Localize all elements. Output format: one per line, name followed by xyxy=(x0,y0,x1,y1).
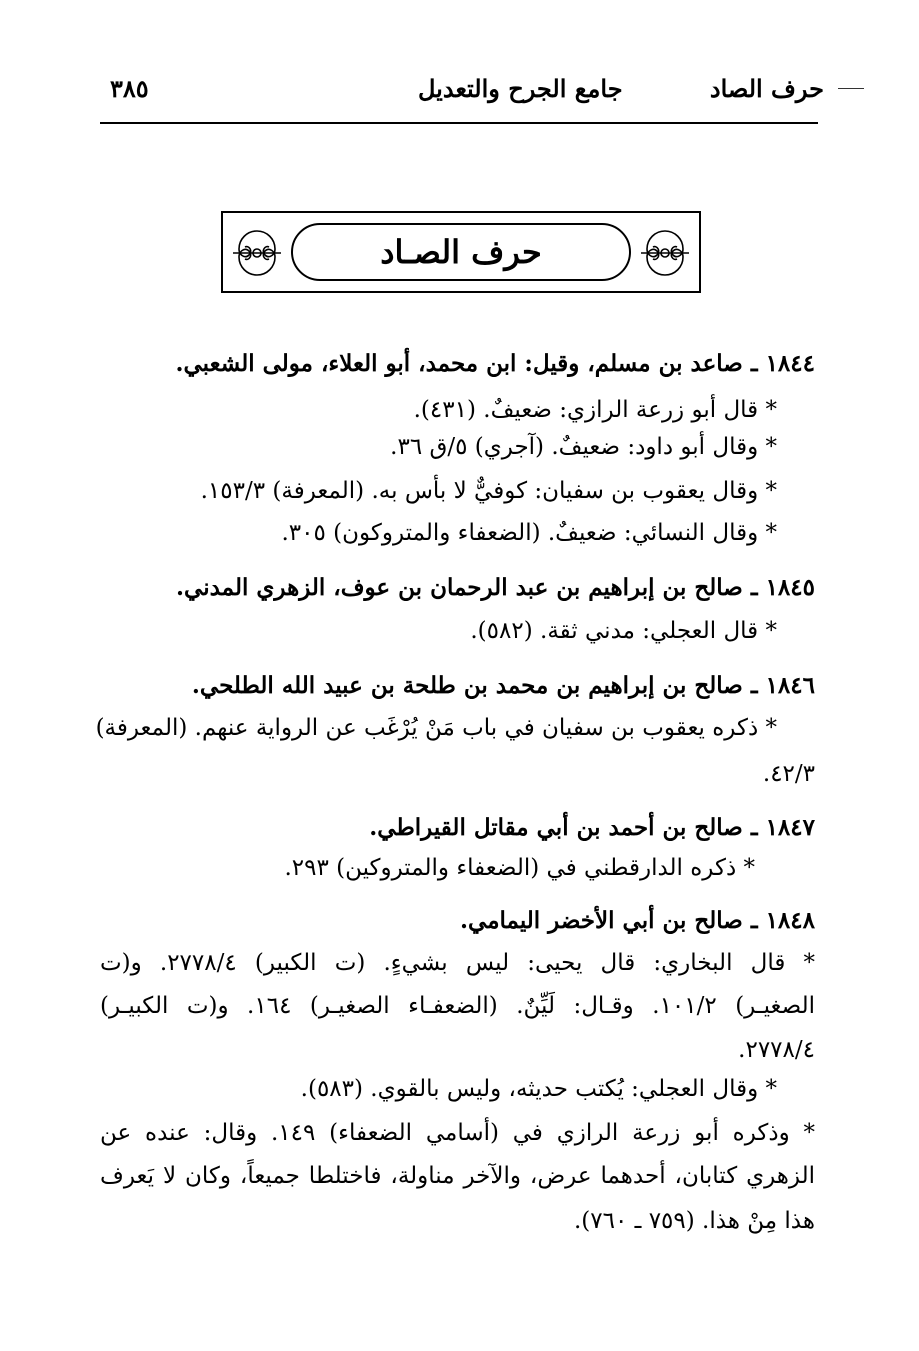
entry-heading-1847: ١٨٤٧ ـ صالح بن أحمد بن أبي مقاتل القيراطي. xyxy=(369,814,815,841)
running-header-book-title: جامع الجرح والتعديل xyxy=(418,74,623,103)
entry-line: الصغيـر) ١٠١/٢. وقـال: لَيِّنٌ. (الضعفـاء الصغيـر) ١٦٤. و(ت الكبيـر) xyxy=(100,993,815,1019)
entry-line: * وقال العجلي: يُكتب حديثه، وليس بالقوي. (٥٨٣). xyxy=(300,1076,777,1102)
entry-line: * قال العجلي: مدني ثقة. (٥٨٢). xyxy=(470,618,777,644)
entry-line: ٢٧٧٨/٤. xyxy=(738,1037,815,1063)
ornament-right-icon xyxy=(637,225,693,281)
ornament-left-icon xyxy=(229,225,285,281)
entry-line: * وقال أبو داود: ضعيفٌ. (آجري) ٥/ق ٣٦. xyxy=(390,434,777,460)
entry-line: هذا مِنْ هذا. (٧٥٩ ـ ٧٦٠). xyxy=(573,1208,815,1234)
entry-line: ٤٢/٣. xyxy=(762,761,815,787)
entry-line: الزهري كتابان، أحدهما عرض، والآخر مناولة، فاختلطا جميعاً، وكان لا يَعرف xyxy=(100,1163,815,1189)
entry-heading-1845: ١٨٤٥ ـ صالح بن إبراهيم بن عبد الرحمان بن عوف، الزهري المدني. xyxy=(176,574,815,601)
entry-line: * وقال يعقوب بن سفيان: كوفيٌّ لا بأس به. (المعرفة) ١٥٣/٣. xyxy=(200,478,777,504)
entry-line: * قال البخاري: قال يحيى: ليس بشيءٍ. (ت الكبير) ٢٧٧٨/٤. و(ت xyxy=(100,950,815,976)
section-title-cartouche xyxy=(291,223,631,281)
section-title: حرف الصـاد xyxy=(380,233,542,271)
entry-heading-1844: ١٨٤٤ ـ صاعد بن مسلم، وقيل: ابن محمد، أبو العلاء، مولى الشعبي. xyxy=(175,350,815,377)
entry-heading-1848: ١٨٤٨ ـ صالح بن أبي الأخضر اليمامي. xyxy=(460,907,815,934)
page-number: ٣٨٥ xyxy=(110,74,149,103)
entry-line: * وقال النسائي: ضعيفٌ. (الضعفاء والمتروكون) ٣٠٥. xyxy=(281,520,777,546)
entry-line: * وذكره أبو زرعة الرازي في (أسامي الضعفاء) ١٤٩. وقال: عنده عن xyxy=(100,1120,815,1146)
running-header-section: حرف الصاد xyxy=(709,74,824,103)
section-title-frame xyxy=(221,211,701,293)
entry-line: * ذكره يعقوب بن سفيان في باب مَنْ يُرْغَب عن الرواية عنهم. (المعرفة) xyxy=(95,715,777,741)
entry-line: * ذكره الدارقطني في (الضعفاء والمتروكين) ٢٩٣. xyxy=(284,855,755,881)
header-rule xyxy=(100,122,818,124)
margin-mark xyxy=(838,88,864,89)
entry-heading-1846: ١٨٤٦ ـ صالح بن إبراهيم بن محمد بن طلحة بن عبيد الله الطلحي. xyxy=(191,672,815,699)
entry-line: * قال أبو زرعة الرازي: ضعيفٌ. (٤٣١). xyxy=(413,397,777,423)
